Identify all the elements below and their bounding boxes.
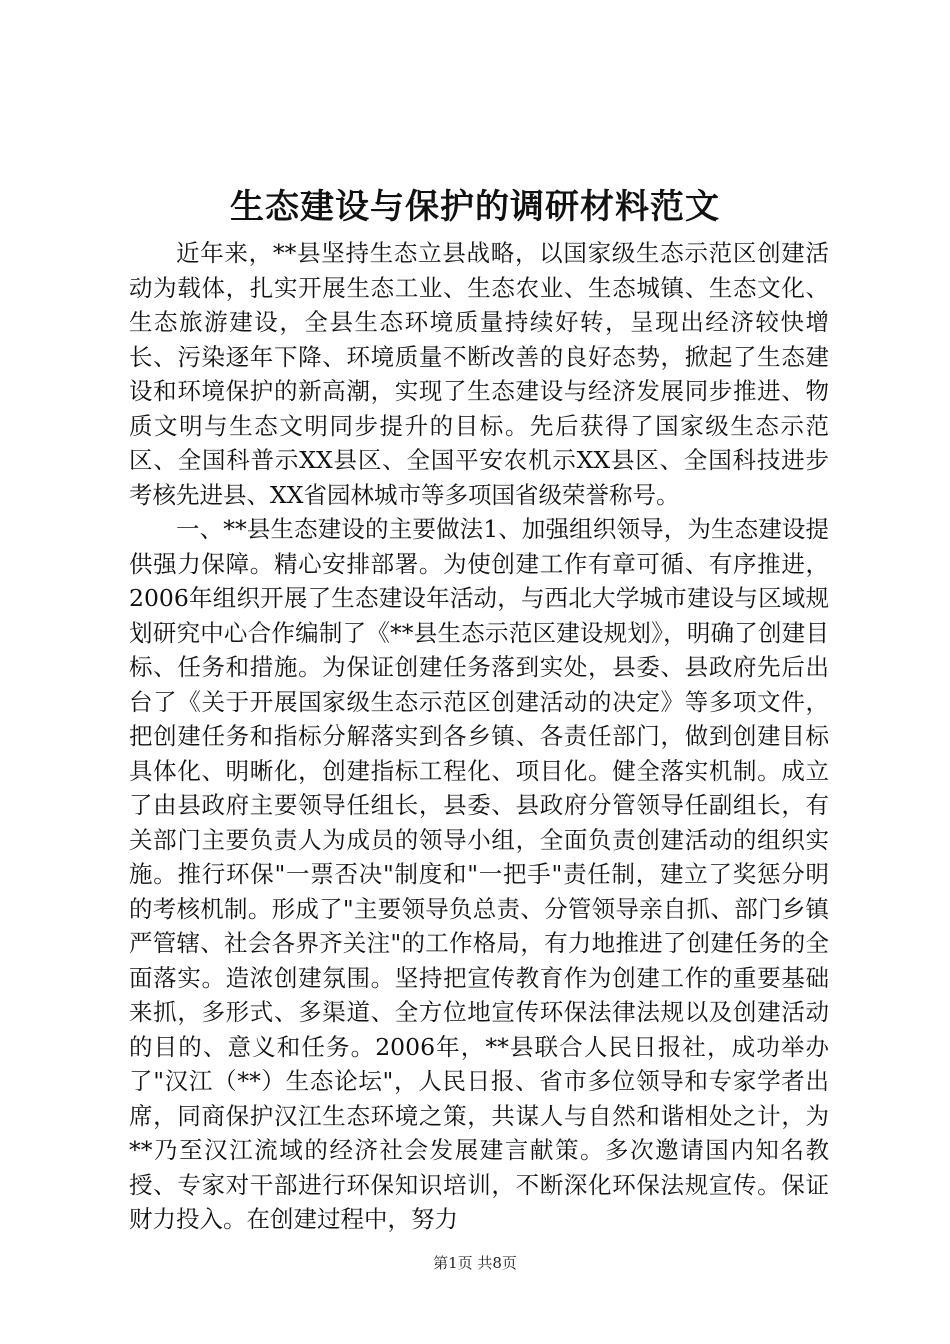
paragraph-section-one: 一、**县生态建设的主要做法1、加强组织领导，为生态建设提供强力保障。精心安排部署。为使创建工作有章可循、有序推进，2006年组织开展了生态建设年活动，与西北大学城市建设与区域规划研究中心合作编制了《**县生态示范区建设规划》，明确了创建目标、任务和措施。为保证创建任务落到实处，县委、县政府先后出台了《关于开展国家级生态示范区创建活动的决定》等多项文件，把创建任务和指标分解落实到各乡镇、各责任部门，做到创建目标具体化、明晰化，创建指标工程化、项目化。健全落实机制。成立了由县政府主要领导任组长，县委、县政府分管领导任副组长，有关部门主要负责人为成员的领导小组，全面负责创建活动的组织实施。推行环保"一票否决"制度和"一把手"责任制，建立了奖惩分明的考核机制。形成了"主要领导负总责、分管领导亲自抓、部门乡镇严管辖、社会各界齐关注"的工作格局，有力地推进了创建任务的全面落实。造浓创建氛围。坚持把宣传教育作为创建工作的重要基础来抓，多形式、多渠道、全方位地宣传环保法律法规以及创建活动的目的、意义和任务。2006年，**县联合人民日报社，成功举办了"汉江（**）生态论坛"，人民日报、省市多位领导和专家学者出席，同商保护汉江生态环境之策，共谋人与自然和谐相处之计，为**乃至汉江流域的经济社会发展建言献策。多次邀请国内知名教授、专家对干部进行环保知识培训，不断深化环保法规宣传。保证财力投入。在创建过程中，努力 [129, 515, 829, 1233]
paragraph-intro: 近年来，**县坚持生态立县战略，以国家级生态示范区创建活动为载体，扎实开展生态工业、生态农业、生态城镇、生态文化、生态旅游建设，全县生态环境质量持续好转，呈现出经济较快增长、污染逐年下降、环境质量不断改善的良好态势，掀起了生态建设和环境保护的新高潮，实现了生态建设与经济发展同步推进、物质文明与生态文明同步提升的目标。先后获得了国家级生态示范区、全国科普示XX县区、全国平安农机示XX县区、全国科技进步考核先进县、XX省园林城市等多项国省级荣誉称号。 [129, 239, 829, 509]
document-body [129, 236, 829, 1237]
document-title: 生态建设与保护的调研材料范文 [230, 187, 720, 227]
page-number-footer: 第1页 共8页 [433, 1254, 517, 1272]
